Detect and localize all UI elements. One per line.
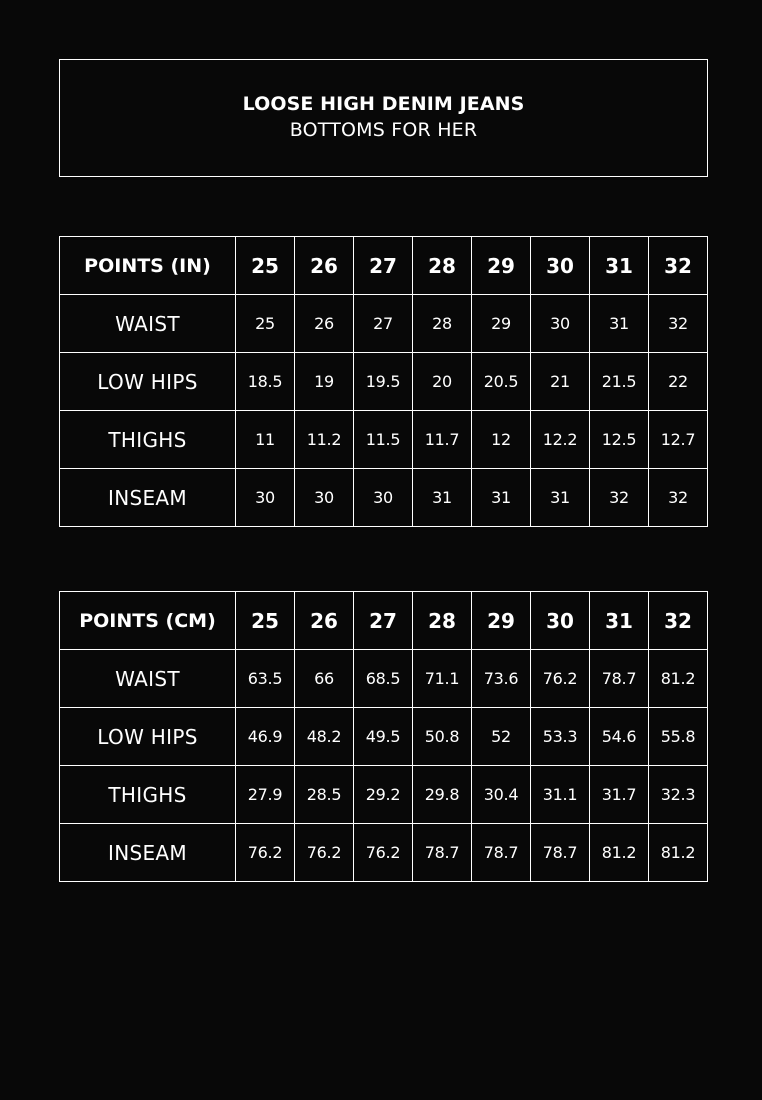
size-header: 32 xyxy=(649,592,708,650)
table-cell: 32 xyxy=(649,469,708,527)
table-cell: 21.5 xyxy=(590,353,649,411)
size-header: 26 xyxy=(295,237,354,295)
size-header: 27 xyxy=(354,592,413,650)
table-cell: 50.8 xyxy=(413,708,472,766)
size-header: 31 xyxy=(590,237,649,295)
row-label: LOW HIPS xyxy=(60,708,236,766)
table-cell: 68.5 xyxy=(354,650,413,708)
product-title: LOOSE HIGH DENIM JEANS xyxy=(242,93,525,115)
table-cell: 12 xyxy=(472,411,531,469)
size-table-inches xyxy=(59,236,708,527)
table-cell: 28.5 xyxy=(295,766,354,824)
table-cell: 76.2 xyxy=(531,650,590,708)
table-cell: 26 xyxy=(295,295,354,353)
table-row xyxy=(60,295,708,353)
row-label: INSEAM xyxy=(60,469,236,527)
table-cell: 31 xyxy=(590,295,649,353)
table-cell: 22 xyxy=(649,353,708,411)
product-subtitle: BOTTOMS FOR HER xyxy=(289,119,478,141)
table-cell: 76.2 xyxy=(295,824,354,882)
table-cell: 12.2 xyxy=(531,411,590,469)
table-cell: 73.6 xyxy=(472,650,531,708)
size-header: 28 xyxy=(413,592,472,650)
table-cell: 29.2 xyxy=(354,766,413,824)
size-header: 30 xyxy=(531,237,590,295)
row-label: THIGHS xyxy=(60,766,236,824)
table-row xyxy=(60,708,708,766)
table-cell: 29 xyxy=(472,295,531,353)
table-cell: 19 xyxy=(295,353,354,411)
table-cell: 81.2 xyxy=(649,824,708,882)
table-cell: 71.1 xyxy=(413,650,472,708)
table-cell: 29.8 xyxy=(413,766,472,824)
size-header: 27 xyxy=(354,237,413,295)
table-cell: 54.6 xyxy=(590,708,649,766)
table-cell: 12.5 xyxy=(590,411,649,469)
row-label: WAIST xyxy=(60,295,236,353)
table-cell: 32.3 xyxy=(649,766,708,824)
table-cell: 30 xyxy=(354,469,413,527)
table-cell: 11.5 xyxy=(354,411,413,469)
table-cell: 81.2 xyxy=(649,650,708,708)
size-header: 29 xyxy=(472,237,531,295)
table-row xyxy=(60,469,708,527)
table-cell: 27 xyxy=(354,295,413,353)
table-row xyxy=(60,824,708,882)
table-cell: 32 xyxy=(590,469,649,527)
table-cell: 76.2 xyxy=(354,824,413,882)
table-header-row xyxy=(60,237,708,295)
row-label: THIGHS xyxy=(60,411,236,469)
table-cell: 11 xyxy=(236,411,295,469)
table-cell: 31 xyxy=(531,469,590,527)
row-label: LOW HIPS xyxy=(60,353,236,411)
table-cell: 30 xyxy=(236,469,295,527)
table-cell: 32 xyxy=(649,295,708,353)
points-header: POINTS (IN) xyxy=(60,237,236,295)
table-cell: 30 xyxy=(531,295,590,353)
table-cell: 31 xyxy=(413,469,472,527)
size-header: 29 xyxy=(472,592,531,650)
size-header: 32 xyxy=(649,237,708,295)
table-cell: 31.1 xyxy=(531,766,590,824)
table-cell: 63.5 xyxy=(236,650,295,708)
table-cell: 78.7 xyxy=(413,824,472,882)
table-cell: 21 xyxy=(531,353,590,411)
table-cell: 19.5 xyxy=(354,353,413,411)
table-header-row xyxy=(60,592,708,650)
table-cell: 12.7 xyxy=(649,411,708,469)
table-cell: 30 xyxy=(295,469,354,527)
table-cell: 18.5 xyxy=(236,353,295,411)
table-cell: 46.9 xyxy=(236,708,295,766)
table-row xyxy=(60,650,708,708)
table-cell: 49.5 xyxy=(354,708,413,766)
table-row xyxy=(60,353,708,411)
table-cell: 76.2 xyxy=(236,824,295,882)
table-cell: 20.5 xyxy=(472,353,531,411)
row-label: WAIST xyxy=(60,650,236,708)
title-box xyxy=(59,59,708,177)
table-row xyxy=(60,766,708,824)
table-cell: 81.2 xyxy=(590,824,649,882)
table-cell: 11.7 xyxy=(413,411,472,469)
table-cell: 66 xyxy=(295,650,354,708)
table-cell: 31 xyxy=(472,469,531,527)
table-cell: 48.2 xyxy=(295,708,354,766)
row-label: INSEAM xyxy=(60,824,236,882)
table-cell: 78.7 xyxy=(531,824,590,882)
table-cell: 20 xyxy=(413,353,472,411)
table-row xyxy=(60,411,708,469)
table-cell: 27.9 xyxy=(236,766,295,824)
size-header: 26 xyxy=(295,592,354,650)
table-cell: 25 xyxy=(236,295,295,353)
points-header: POINTS (CM) xyxy=(60,592,236,650)
table-cell: 11.2 xyxy=(295,411,354,469)
size-header: 25 xyxy=(236,592,295,650)
table-cell: 30.4 xyxy=(472,766,531,824)
table-cell: 52 xyxy=(472,708,531,766)
size-header: 31 xyxy=(590,592,649,650)
table-cell: 28 xyxy=(413,295,472,353)
table-cell: 53.3 xyxy=(531,708,590,766)
table-cell: 78.7 xyxy=(472,824,531,882)
size-header: 30 xyxy=(531,592,590,650)
table-cell: 55.8 xyxy=(649,708,708,766)
size-header: 28 xyxy=(413,237,472,295)
table-cell: 78.7 xyxy=(590,650,649,708)
size-header: 25 xyxy=(236,237,295,295)
size-table-centimeters xyxy=(59,591,708,882)
table-cell: 31.7 xyxy=(590,766,649,824)
